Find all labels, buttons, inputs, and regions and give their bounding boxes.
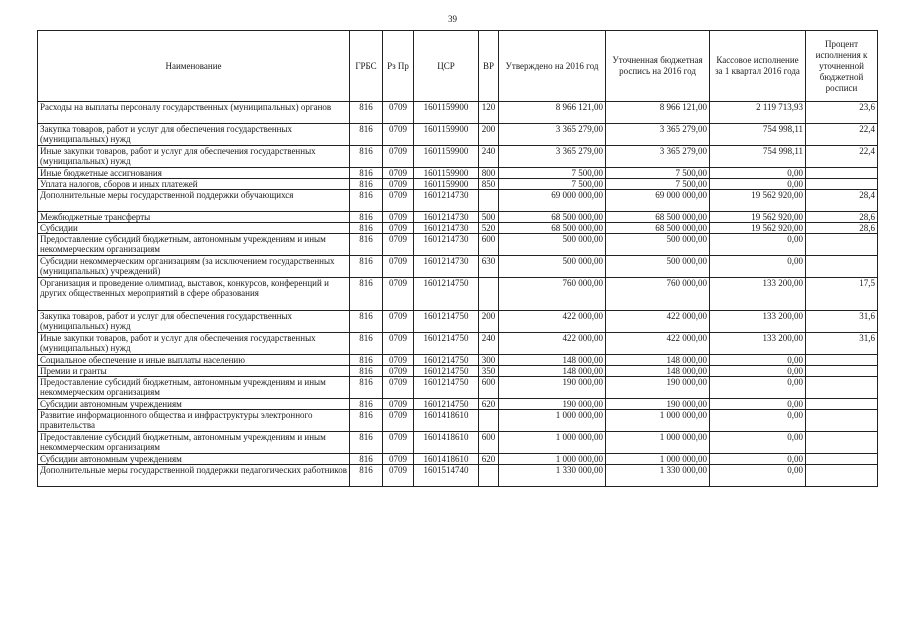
cell-name: Уплата налогов, сборов и иных платежей xyxy=(38,179,350,190)
cell-approved: 68 500 000,00 xyxy=(499,223,606,234)
cell-grbs: 816 xyxy=(350,168,383,179)
cell-grbs: 816 xyxy=(350,377,383,399)
table-row xyxy=(38,355,878,366)
table-row xyxy=(38,410,878,432)
cell-approved: 422 000,00 xyxy=(499,311,606,333)
cell-cash: 0,00 xyxy=(710,168,806,179)
cell-vr: 300 xyxy=(479,355,499,366)
cell-csr: 1601214730 xyxy=(414,212,479,223)
cell-rzpr: 0709 xyxy=(383,377,414,399)
header-vr: ВР xyxy=(479,31,499,102)
cell-grbs: 816 xyxy=(350,124,383,146)
cell-percent xyxy=(806,366,878,377)
cell-vr: 600 xyxy=(479,234,499,256)
cell-csr: 1601159900 xyxy=(414,179,479,190)
cell-vr: 620 xyxy=(479,454,499,465)
cell-csr: 1601214750 xyxy=(414,311,479,333)
cell-percent xyxy=(806,399,878,410)
table-row xyxy=(38,179,878,190)
cell-vr: 240 xyxy=(479,333,499,355)
cell-refined: 3 365 279,00 xyxy=(606,146,710,168)
cell-approved: 68 500 000,00 xyxy=(499,212,606,223)
cell-percent: 28,6 xyxy=(806,212,878,223)
cell-cash: 0,00 xyxy=(710,399,806,410)
cell-refined: 148 000,00 xyxy=(606,355,710,366)
cell-refined: 190 000,00 xyxy=(606,399,710,410)
table-row xyxy=(38,377,878,399)
cell-csr: 1601214730 xyxy=(414,223,479,234)
cell-name: Иные закупки товаров, работ и услуг для обеспечения государственных (муниципальных) нужд xyxy=(38,333,350,355)
cell-name: Межбюджетные трансферты xyxy=(38,212,350,223)
header-grbs: ГРБС xyxy=(350,31,383,102)
cell-grbs: 816 xyxy=(350,465,383,487)
cell-vr xyxy=(479,278,499,311)
cell-percent: 31,6 xyxy=(806,333,878,355)
cell-csr: 1601214750 xyxy=(414,333,479,355)
cell-rzpr: 0709 xyxy=(383,432,414,454)
cell-cash: 19 562 920,00 xyxy=(710,190,806,212)
table-body xyxy=(38,102,878,487)
cell-refined: 500 000,00 xyxy=(606,234,710,256)
cell-percent xyxy=(806,465,878,487)
cell-cash: 133 200,00 xyxy=(710,278,806,311)
cell-grbs: 816 xyxy=(350,454,383,465)
header-csr: ЦСР xyxy=(414,31,479,102)
cell-approved: 1 000 000,00 xyxy=(499,410,606,432)
cell-csr: 1601514740 xyxy=(414,465,479,487)
cell-refined: 3 365 279,00 xyxy=(606,124,710,146)
table-row xyxy=(38,311,878,333)
cell-approved: 3 365 279,00 xyxy=(499,124,606,146)
cell-grbs: 816 xyxy=(350,223,383,234)
cell-refined: 7 500,00 xyxy=(606,168,710,179)
cell-rzpr: 0709 xyxy=(383,399,414,410)
cell-name: Закупка товаров, работ и услуг для обеспечения государственных (муниципальных) нужд xyxy=(38,311,350,333)
cell-grbs: 816 xyxy=(350,432,383,454)
table-row xyxy=(38,124,878,146)
cell-cash: 0,00 xyxy=(710,234,806,256)
cell-name: Организация и проведение олимпиад, выставок, конкурсов, конференций и других общественных мероприятий в сфере образования xyxy=(38,278,350,311)
cell-grbs: 816 xyxy=(350,355,383,366)
cell-vr: 200 xyxy=(479,124,499,146)
cell-vr: 120 xyxy=(479,102,499,124)
cell-grbs: 816 xyxy=(350,212,383,223)
table-row xyxy=(38,333,878,355)
cell-csr: 1601214730 xyxy=(414,256,479,278)
cell-rzpr: 0709 xyxy=(383,355,414,366)
cell-approved: 190 000,00 xyxy=(499,399,606,410)
cell-cash: 0,00 xyxy=(710,410,806,432)
cell-grbs: 816 xyxy=(350,146,383,168)
header-approved: Утверждено на 2016 год xyxy=(499,31,606,102)
cell-vr: 630 xyxy=(479,256,499,278)
cell-name: Закупка товаров, работ и услуг для обеспечения государственных (муниципальных) нужд xyxy=(38,124,350,146)
cell-csr: 1601159900 xyxy=(414,124,479,146)
cell-refined: 422 000,00 xyxy=(606,311,710,333)
header-rzpr: Рз Пр xyxy=(383,31,414,102)
cell-cash: 133 200,00 xyxy=(710,333,806,355)
cell-approved: 148 000,00 xyxy=(499,366,606,377)
cell-grbs: 816 xyxy=(350,333,383,355)
cell-rzpr: 0709 xyxy=(383,146,414,168)
cell-percent: 22,4 xyxy=(806,146,878,168)
cell-vr xyxy=(479,465,499,487)
cell-rzpr: 0709 xyxy=(383,333,414,355)
cell-approved: 7 500,00 xyxy=(499,179,606,190)
cell-cash: 0,00 xyxy=(710,454,806,465)
cell-name: Субсидии xyxy=(38,223,350,234)
cell-cash: 19 562 920,00 xyxy=(710,212,806,223)
cell-rzpr: 0709 xyxy=(383,410,414,432)
cell-approved: 8 966 121,00 xyxy=(499,102,606,124)
cell-name: Дополнительные меры государственной поддержки педагогических работников xyxy=(38,465,350,487)
cell-refined: 1 000 000,00 xyxy=(606,432,710,454)
cell-refined: 68 500 000,00 xyxy=(606,212,710,223)
cell-approved: 1 000 000,00 xyxy=(499,454,606,465)
cell-name: Премии и гранты xyxy=(38,366,350,377)
header-refined: Уточненная бюджетная роспись на 2016 год xyxy=(606,31,710,102)
cell-rzpr: 0709 xyxy=(383,454,414,465)
cell-name: Развитие информационного общества и инфраструктуры электронного правительства xyxy=(38,410,350,432)
cell-percent: 22,4 xyxy=(806,124,878,146)
cell-grbs: 816 xyxy=(350,311,383,333)
cell-approved: 148 000,00 xyxy=(499,355,606,366)
cell-rzpr: 0709 xyxy=(383,124,414,146)
header-row xyxy=(38,31,878,102)
cell-csr: 1601214750 xyxy=(414,355,479,366)
cell-refined: 190 000,00 xyxy=(606,377,710,399)
table-row xyxy=(38,465,878,487)
cell-percent: 28,4 xyxy=(806,190,878,212)
table-row xyxy=(38,432,878,454)
cell-percent xyxy=(806,377,878,399)
cell-vr: 520 xyxy=(479,223,499,234)
cell-percent xyxy=(806,234,878,256)
cell-percent xyxy=(806,168,878,179)
cell-vr: 240 xyxy=(479,146,499,168)
cell-name: Иные бюджетные ассигнования xyxy=(38,168,350,179)
cell-percent xyxy=(806,355,878,366)
page-number: 39 xyxy=(448,14,457,24)
cell-percent: 17,5 xyxy=(806,278,878,311)
cell-refined: 1 330 000,00 xyxy=(606,465,710,487)
cell-vr: 200 xyxy=(479,311,499,333)
cell-percent xyxy=(806,256,878,278)
cell-grbs: 816 xyxy=(350,410,383,432)
cell-refined: 1 000 000,00 xyxy=(606,410,710,432)
cell-cash: 133 200,00 xyxy=(710,311,806,333)
cell-grbs: 816 xyxy=(350,102,383,124)
cell-csr: 1601418610 xyxy=(414,432,479,454)
cell-approved: 500 000,00 xyxy=(499,256,606,278)
cell-approved: 190 000,00 xyxy=(499,377,606,399)
cell-rzpr: 0709 xyxy=(383,223,414,234)
cell-csr: 1601214750 xyxy=(414,278,479,311)
cell-rzpr: 0709 xyxy=(383,179,414,190)
cell-cash: 0,00 xyxy=(710,377,806,399)
cell-vr: 350 xyxy=(479,366,499,377)
cell-vr: 600 xyxy=(479,432,499,454)
cell-approved: 69 000 000,00 xyxy=(499,190,606,212)
header-percent: Процент исполнения к уточненной бюджетной росписи xyxy=(806,31,878,102)
cell-vr: 850 xyxy=(479,179,499,190)
cell-rzpr: 0709 xyxy=(383,256,414,278)
table-row xyxy=(38,146,878,168)
cell-name: Предоставление субсидий бюджетным, автономным учреждениям и иным некоммерческим организациям xyxy=(38,234,350,256)
table-row xyxy=(38,256,878,278)
budget-table xyxy=(37,30,878,487)
table-row xyxy=(38,168,878,179)
table-row xyxy=(38,212,878,223)
cell-cash: 2 119 713,93 xyxy=(710,102,806,124)
cell-rzpr: 0709 xyxy=(383,465,414,487)
cell-grbs: 816 xyxy=(350,399,383,410)
cell-name: Иные закупки товаров, работ и услуг для обеспечения государственных (муниципальных) нужд xyxy=(38,146,350,168)
cell-approved: 3 365 279,00 xyxy=(499,146,606,168)
table-row xyxy=(38,399,878,410)
cell-name: Предоставление субсидий бюджетным, автономным учреждениям и иным некоммерческим организациям xyxy=(38,432,350,454)
cell-cash: 0,00 xyxy=(710,179,806,190)
cell-rzpr: 0709 xyxy=(383,212,414,223)
cell-csr: 1601214750 xyxy=(414,377,479,399)
table-row xyxy=(38,454,878,465)
table-row xyxy=(38,190,878,212)
cell-vr xyxy=(479,410,499,432)
cell-percent xyxy=(806,410,878,432)
cell-approved: 760 000,00 xyxy=(499,278,606,311)
cell-cash: 0,00 xyxy=(710,256,806,278)
cell-name: Дополнительные меры государственной поддержки обучающихся xyxy=(38,190,350,212)
cell-refined: 500 000,00 xyxy=(606,256,710,278)
cell-approved: 1 330 000,00 xyxy=(499,465,606,487)
cell-csr: 1601214730 xyxy=(414,234,479,256)
cell-rzpr: 0709 xyxy=(383,278,414,311)
table-row xyxy=(38,223,878,234)
cell-csr: 1601214750 xyxy=(414,399,479,410)
header-cash: Кассовое исполнение за 1 квартал 2016 года xyxy=(710,31,806,102)
cell-grbs: 816 xyxy=(350,234,383,256)
cell-cash: 0,00 xyxy=(710,366,806,377)
cell-cash: 0,00 xyxy=(710,355,806,366)
table-row xyxy=(38,234,878,256)
cell-vr: 800 xyxy=(479,168,499,179)
cell-refined: 8 966 121,00 xyxy=(606,102,710,124)
cell-rzpr: 0709 xyxy=(383,168,414,179)
table-row xyxy=(38,102,878,124)
cell-vr: 600 xyxy=(479,377,499,399)
cell-percent xyxy=(806,179,878,190)
cell-approved: 1 000 000,00 xyxy=(499,432,606,454)
cell-name: Субсидии некоммерческим организациям (за исключением государственных (муниципальных) учреждений) xyxy=(38,256,350,278)
cell-cash: 0,00 xyxy=(710,465,806,487)
cell-rzpr: 0709 xyxy=(383,190,414,212)
table-row xyxy=(38,278,878,311)
header-name: Наименование xyxy=(38,31,350,102)
cell-csr: 1601214730 xyxy=(414,190,479,212)
cell-csr: 1601159900 xyxy=(414,102,479,124)
cell-rzpr: 0709 xyxy=(383,102,414,124)
cell-name: Социальное обеспечение и иные выплаты населению xyxy=(38,355,350,366)
cell-cash: 754 998,11 xyxy=(710,146,806,168)
cell-csr: 1601418610 xyxy=(414,410,479,432)
cell-name: Расходы на выплаты персоналу государственных (муниципальных) органов xyxy=(38,102,350,124)
cell-refined: 1 000 000,00 xyxy=(606,454,710,465)
cell-csr: 1601159900 xyxy=(414,168,479,179)
cell-approved: 500 000,00 xyxy=(499,234,606,256)
cell-percent xyxy=(806,454,878,465)
cell-grbs: 816 xyxy=(350,190,383,212)
cell-vr: 620 xyxy=(479,399,499,410)
cell-cash: 754 998,11 xyxy=(710,124,806,146)
cell-percent xyxy=(806,432,878,454)
cell-percent: 31,6 xyxy=(806,311,878,333)
cell-cash: 19 562 920,00 xyxy=(710,223,806,234)
cell-refined: 68 500 000,00 xyxy=(606,223,710,234)
cell-rzpr: 0709 xyxy=(383,366,414,377)
cell-grbs: 816 xyxy=(350,179,383,190)
cell-approved: 422 000,00 xyxy=(499,333,606,355)
cell-vr: 500 xyxy=(479,212,499,223)
table-row xyxy=(38,366,878,377)
cell-approved: 7 500,00 xyxy=(499,168,606,179)
cell-refined: 7 500,00 xyxy=(606,179,710,190)
cell-grbs: 816 xyxy=(350,256,383,278)
cell-cash: 0,00 xyxy=(710,432,806,454)
cell-refined: 422 000,00 xyxy=(606,333,710,355)
cell-grbs: 816 xyxy=(350,366,383,377)
cell-refined: 69 000 000,00 xyxy=(606,190,710,212)
cell-grbs: 816 xyxy=(350,278,383,311)
cell-csr: 1601418610 xyxy=(414,454,479,465)
cell-csr: 1601214750 xyxy=(414,366,479,377)
cell-percent: 28,6 xyxy=(806,223,878,234)
cell-name: Предоставление субсидий бюджетным, автономным учреждениям и иным некоммерческим организациям xyxy=(38,377,350,399)
cell-rzpr: 0709 xyxy=(383,311,414,333)
cell-refined: 760 000,00 xyxy=(606,278,710,311)
cell-rzpr: 0709 xyxy=(383,234,414,256)
cell-name: Субсидии автономным учреждениям xyxy=(38,454,350,465)
cell-refined: 148 000,00 xyxy=(606,366,710,377)
cell-percent: 23,6 xyxy=(806,102,878,124)
cell-csr: 1601159900 xyxy=(414,146,479,168)
cell-name: Субсидии автономным учреждениям xyxy=(38,399,350,410)
cell-vr xyxy=(479,190,499,212)
